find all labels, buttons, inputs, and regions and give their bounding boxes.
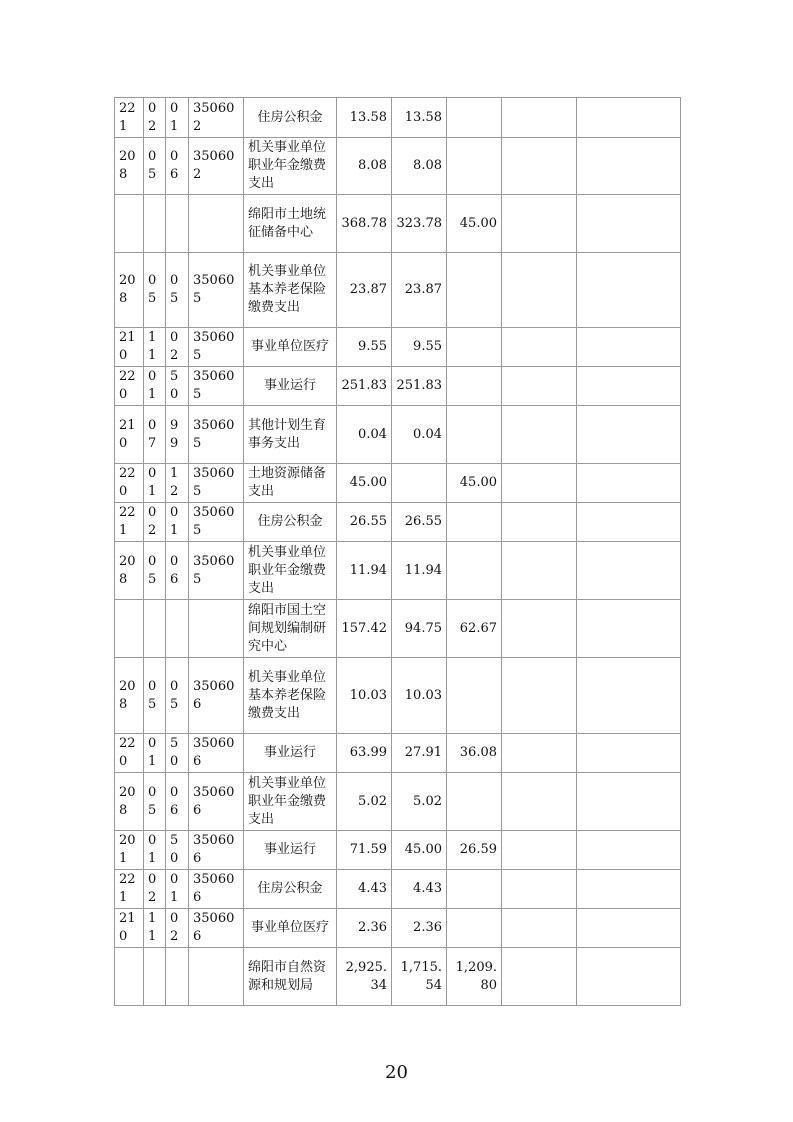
item-code-cell (166, 948, 189, 1006)
item-code-cell: 05 (166, 253, 189, 328)
section-code-cell: 05 (144, 253, 166, 328)
empty-column-a-cell (502, 328, 577, 367)
unit-code-cell: 350605 (189, 367, 244, 406)
item-name-cell (244, 948, 337, 1006)
empty-column-a-cell (502, 503, 577, 542)
empty-column-b-cell (577, 406, 681, 464)
item-name-text: 机关事业单位职业年金缴费支出 (248, 544, 327, 596)
table-row (115, 734, 681, 773)
project-expenditure-cell: 62.67 (447, 600, 502, 658)
item-code-cell: 99 (166, 406, 189, 464)
unit-code-cell: 350605 (189, 503, 244, 542)
empty-column-b-cell (577, 948, 681, 1006)
basic-expenditure-cell: 0.04 (392, 406, 447, 464)
empty-column-b-cell (577, 658, 681, 734)
item-code-cell: 50 (166, 734, 189, 773)
empty-column-a-cell (502, 406, 577, 464)
project-expenditure-cell (447, 542, 502, 600)
unit-code-cell (189, 948, 244, 1006)
table-row (115, 367, 681, 406)
class-code-cell: 208 (115, 253, 144, 328)
empty-column-b-cell (577, 773, 681, 831)
item-name-cell (244, 195, 337, 253)
table-row (115, 138, 681, 195)
item-code-cell: 12 (166, 464, 189, 503)
item-name-text: 事业单位医疗 (250, 339, 329, 354)
total-amount-cell: 4.43 (337, 870, 392, 909)
item-code-cell: 05 (166, 658, 189, 734)
project-expenditure-cell: 36.08 (447, 734, 502, 773)
section-code-cell (144, 600, 166, 658)
item-name-cell (244, 600, 337, 658)
empty-column-b-cell (577, 195, 681, 253)
item-code-cell: 02 (166, 909, 189, 948)
item-name-text: 住房公积金 (257, 109, 323, 125)
basic-expenditure-cell: 5.02 (392, 773, 447, 831)
item-name-text: 机关事业单位职业年金缴费支出 (248, 140, 327, 191)
total-amount-cell: 45.00 (337, 464, 392, 503)
empty-column-a-cell (502, 98, 577, 138)
total-amount-cell: 10.03 (337, 658, 392, 734)
item-name-cell (244, 138, 337, 195)
project-expenditure-cell: 26.59 (447, 831, 502, 870)
total-amount-cell: 0.04 (337, 406, 392, 464)
item-code-cell: 06 (166, 773, 189, 831)
item-name-cell (244, 831, 337, 870)
basic-expenditure-cell: 13.58 (392, 98, 447, 138)
section-code-cell: 05 (144, 773, 166, 831)
item-code-cell: 06 (166, 138, 189, 195)
class-code-cell: 210 (115, 406, 144, 464)
basic-expenditure-cell: 8.08 (392, 138, 447, 195)
project-expenditure-cell (447, 773, 502, 831)
item-code-cell: 06 (166, 542, 189, 600)
total-amount-cell: 26.55 (337, 503, 392, 542)
item-name-cell (244, 542, 337, 600)
item-name-text: 事业运行 (263, 842, 316, 857)
empty-column-a-cell (502, 773, 577, 831)
section-code-cell: 07 (144, 406, 166, 464)
table-row (115, 773, 681, 831)
item-name-text: 绵阳市土地统征储备中心 (248, 206, 327, 240)
project-expenditure-cell (447, 138, 502, 195)
section-code-cell: 11 (144, 909, 166, 948)
table-row (115, 406, 681, 464)
basic-expenditure-cell: 11.94 (392, 542, 447, 600)
total-amount-cell: 9.55 (337, 328, 392, 367)
total-amount-cell: 157.42 (337, 600, 392, 658)
item-name-cell (244, 406, 337, 464)
basic-expenditure-cell: 23.87 (392, 253, 447, 328)
item-name-cell (244, 734, 337, 773)
table-row (115, 909, 681, 948)
total-amount-cell: 13.58 (337, 98, 392, 138)
table-body (115, 98, 681, 1006)
class-code-cell: 221 (115, 870, 144, 909)
item-code-cell: 01 (166, 870, 189, 909)
item-name-cell (244, 909, 337, 948)
table-row (115, 948, 681, 1006)
unit-code-cell: 350605 (189, 253, 244, 328)
total-amount-cell: 71.59 (337, 831, 392, 870)
item-name-cell (244, 328, 337, 367)
item-code-cell (166, 195, 189, 253)
item-name-text: 住房公积金 (257, 881, 323, 896)
project-expenditure-cell (447, 328, 502, 367)
project-expenditure-cell (447, 253, 502, 328)
empty-column-a-cell (502, 909, 577, 948)
empty-column-b-cell (577, 870, 681, 909)
item-name-text: 绵阳市国土空间规划编制研究中心 (248, 602, 327, 654)
item-code-cell (166, 600, 189, 658)
item-name-text: 绵阳市自然资源和规划局 (248, 959, 327, 993)
section-code-cell: 05 (144, 542, 166, 600)
class-code-cell: 220 (115, 734, 144, 773)
empty-column-a-cell (502, 542, 577, 600)
total-amount-cell: 2,925.34 (337, 948, 392, 1006)
class-code-cell: 208 (115, 138, 144, 195)
table-row (115, 870, 681, 909)
basic-expenditure-cell: 45.00 (392, 831, 447, 870)
unit-code-cell (189, 195, 244, 253)
section-code-cell (144, 195, 166, 253)
basic-expenditure-cell: 10.03 (392, 658, 447, 734)
page-number: 20 (385, 1062, 408, 1083)
item-name-text: 机关事业单位职业年金缴费支出 (248, 775, 327, 827)
total-amount-cell: 8.08 (337, 138, 392, 195)
class-code-cell (115, 948, 144, 1006)
budget-table (114, 97, 681, 1006)
project-expenditure-cell (447, 870, 502, 909)
empty-column-b-cell (577, 138, 681, 195)
item-name-cell (244, 658, 337, 734)
section-code-cell: 01 (144, 831, 166, 870)
class-code-cell: 201 (115, 831, 144, 870)
item-code-cell: 01 (166, 503, 189, 542)
basic-expenditure-cell: 4.43 (392, 870, 447, 909)
class-code-cell (115, 600, 144, 658)
item-name-text: 事业运行 (263, 745, 316, 760)
total-amount-cell: 63.99 (337, 734, 392, 773)
project-expenditure-cell: 1,209.80 (447, 948, 502, 1006)
item-code-cell: 50 (166, 367, 189, 406)
table-row (115, 195, 681, 253)
project-expenditure-cell (447, 503, 502, 542)
class-code-cell: 220 (115, 367, 144, 406)
section-code-cell: 01 (144, 367, 166, 406)
item-name-cell (244, 503, 337, 542)
empty-column-b-cell (577, 600, 681, 658)
empty-column-b-cell (577, 542, 681, 600)
unit-code-cell: 350605 (189, 406, 244, 464)
empty-column-a-cell (502, 734, 577, 773)
total-amount-cell: 23.87 (337, 253, 392, 328)
empty-column-a-cell (502, 367, 577, 406)
empty-column-a-cell (502, 658, 577, 734)
section-code-cell: 05 (144, 658, 166, 734)
item-name-text: 住房公积金 (257, 514, 323, 529)
total-amount-cell: 5.02 (337, 773, 392, 831)
empty-column-b-cell (577, 253, 681, 328)
item-code-cell: 02 (166, 328, 189, 367)
item-name-cell (244, 253, 337, 328)
table-row (115, 542, 681, 600)
basic-expenditure-cell: 323.78 (392, 195, 447, 253)
table-row (115, 600, 681, 658)
item-name-text: 其他计划生育事务支出 (248, 417, 327, 451)
class-code-cell: 221 (115, 503, 144, 542)
empty-column-b-cell (577, 464, 681, 503)
item-name-cell (244, 367, 337, 406)
unit-code-cell (189, 600, 244, 658)
empty-column-b-cell (577, 503, 681, 542)
empty-column-b-cell (577, 98, 681, 138)
unit-code-cell: 350605 (189, 542, 244, 600)
total-amount-cell: 2.36 (337, 909, 392, 948)
total-amount-cell: 11.94 (337, 542, 392, 600)
total-amount-cell: 251.83 (337, 367, 392, 406)
unit-code-cell: 350605 (189, 464, 244, 503)
project-expenditure-cell: 45.00 (447, 195, 502, 253)
basic-expenditure-cell: 251.83 (392, 367, 447, 406)
item-code-cell: 50 (166, 831, 189, 870)
empty-column-b-cell (577, 831, 681, 870)
basic-expenditure-cell: 1,715.54 (392, 948, 447, 1006)
class-code-cell: 208 (115, 542, 144, 600)
project-expenditure-cell (447, 367, 502, 406)
empty-column-a-cell (502, 253, 577, 328)
empty-column-b-cell (577, 734, 681, 773)
item-name-text: 事业单位医疗 (250, 920, 329, 935)
basic-expenditure-cell (392, 464, 447, 503)
empty-column-a-cell (502, 870, 577, 909)
unit-code-cell: 350602 (189, 98, 244, 138)
table-row (115, 503, 681, 542)
empty-column-a-cell (502, 195, 577, 253)
table-row (115, 98, 681, 138)
unit-code-cell: 350606 (189, 658, 244, 734)
basic-expenditure-cell: 94.75 (392, 600, 447, 658)
unit-code-cell: 350606 (189, 734, 244, 773)
section-code-cell: 02 (144, 870, 166, 909)
section-code-cell: 02 (144, 98, 166, 138)
item-name-cell (244, 464, 337, 503)
project-expenditure-cell (447, 406, 502, 464)
section-code-cell (144, 948, 166, 1006)
unit-code-cell: 350602 (189, 138, 244, 195)
class-code-cell (115, 195, 144, 253)
project-expenditure-cell (447, 909, 502, 948)
basic-expenditure-cell: 26.55 (392, 503, 447, 542)
total-amount-cell: 368.78 (337, 195, 392, 253)
project-expenditure-cell (447, 98, 502, 138)
project-expenditure-cell: 45.00 (447, 464, 502, 503)
basic-expenditure-cell: 27.91 (392, 734, 447, 773)
class-code-cell: 208 (115, 773, 144, 831)
class-code-cell: 208 (115, 658, 144, 734)
unit-code-cell: 350606 (189, 909, 244, 948)
unit-code-cell: 350606 (189, 831, 244, 870)
basic-expenditure-cell: 9.55 (392, 328, 447, 367)
table-row (115, 658, 681, 734)
empty-column-a-cell (502, 831, 577, 870)
empty-column-a-cell (502, 464, 577, 503)
unit-code-cell: 350606 (189, 870, 244, 909)
unit-code-cell: 350606 (189, 773, 244, 831)
section-code-cell: 01 (144, 464, 166, 503)
section-code-cell: 11 (144, 328, 166, 367)
item-code-cell: 01 (166, 98, 189, 138)
item-name-text: 土地资源储备支出 (248, 466, 327, 499)
item-name-text: 机关事业单位基本养老保险缴费支出 (248, 264, 327, 315)
item-name-cell (244, 98, 337, 138)
table-row (115, 464, 681, 503)
section-code-cell: 05 (144, 138, 166, 195)
class-code-cell: 220 (115, 464, 144, 503)
project-expenditure-cell (447, 658, 502, 734)
class-code-cell: 210 (115, 909, 144, 948)
item-name-cell (244, 870, 337, 909)
basic-expenditure-cell: 2.36 (392, 909, 447, 948)
empty-column-a-cell (502, 600, 577, 658)
section-code-cell: 01 (144, 734, 166, 773)
class-code-cell: 210 (115, 328, 144, 367)
item-name-cell (244, 773, 337, 831)
empty-column-a-cell (502, 138, 577, 195)
table-row (115, 831, 681, 870)
empty-column-a-cell (502, 948, 577, 1006)
empty-column-b-cell (577, 328, 681, 367)
table-row (115, 328, 681, 367)
item-name-text: 机关事业单位基本养老保险缴费支出 (248, 669, 327, 721)
class-code-cell: 221 (115, 98, 144, 138)
empty-column-b-cell (577, 367, 681, 406)
table-row (115, 253, 681, 328)
item-name-text: 事业运行 (263, 378, 316, 393)
section-code-cell: 02 (144, 503, 166, 542)
empty-column-b-cell (577, 909, 681, 948)
unit-code-cell: 350605 (189, 328, 244, 367)
